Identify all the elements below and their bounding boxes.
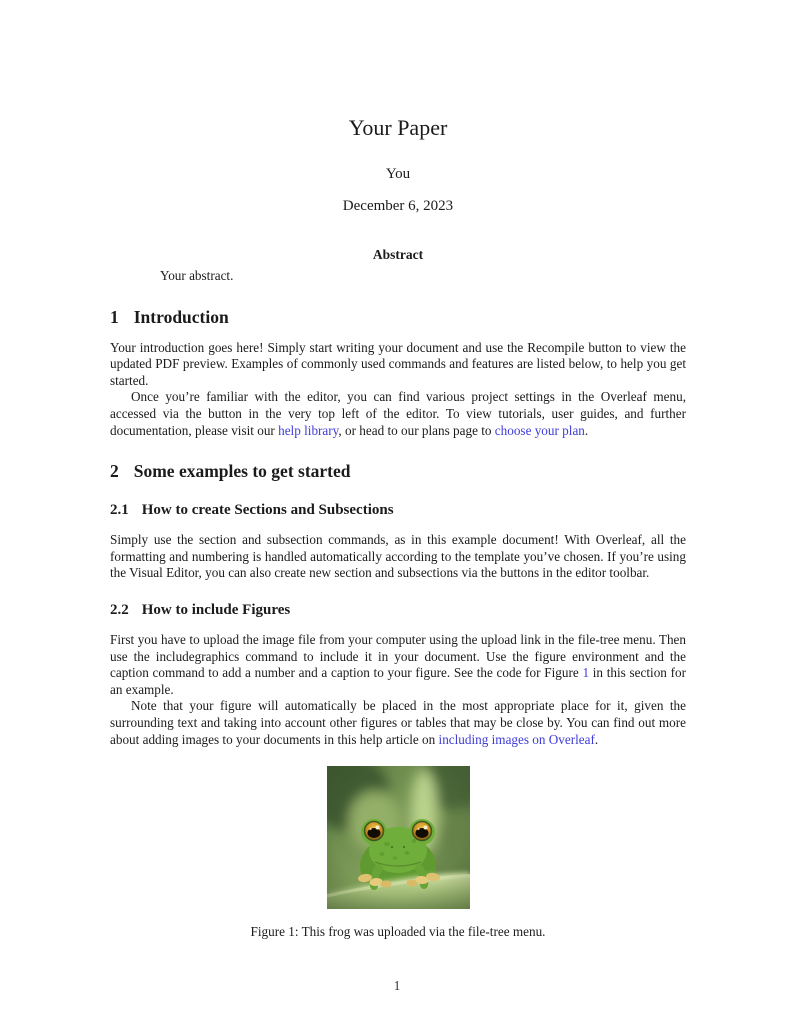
figure-1-reference-link[interactable]: 1 <box>582 665 590 681</box>
paper-date: December 6, 2023 <box>342 198 454 214</box>
intro-paragraph-1: Your introduction goes here! Simply start writing your document and use the Recompile button to view the updated PDF preview. Examples of commonly used commands and features are listed below, to help you get started. <box>110 339 686 388</box>
paper-author: You <box>385 166 411 182</box>
subsection-2-2-title: How to include Figures <box>141 601 291 618</box>
section-2-heading <box>110 460 686 482</box>
section-1-heading <box>110 306 686 328</box>
abstract-heading: Abstract <box>372 247 424 262</box>
abstract-text: Your abstract. <box>160 268 234 283</box>
text-segment: , or head to our plans page to <box>338 422 495 438</box>
subsection-2-1-paragraph: Simply use the section and subsection commands, as in this example document! With Overleaf, all the formatting and numbering is handled automatically according to the template you’ve chosen. If you’re using the Visual Editor, you can also create new section and subsections via the buttons in the editor toolbar. <box>110 532 686 581</box>
figure-1-caption: Figure 1: This frog was uploaded via the file-tree menu. <box>250 924 546 940</box>
choose-your-plan-link[interactable]: choose your plan <box>494 422 585 438</box>
figures-paragraph-2 <box>110 698 686 748</box>
text-segment: in this section for an example. <box>110 665 686 697</box>
page-number: 1 <box>393 978 401 993</box>
subsection-2-1-heading <box>110 501 686 520</box>
subsection-2-2-heading <box>110 601 686 620</box>
figures-paragraph-1 <box>110 632 686 698</box>
subsection-2-1-number: 2.1 <box>110 502 129 519</box>
section-1-title: Introduction <box>133 306 229 327</box>
subsection-2-2-number: 2.2 <box>110 601 129 618</box>
subsection-2-1-title: How to create Sections and Subsections <box>141 502 394 519</box>
text-segment: . <box>584 422 589 438</box>
text-segment: Once you’re familiar with the editor, you can find various project settings in the Overleaf menu, accessed via the button in the very top left of the editor. To view tutorials, user guides, and further documentation, please visit our <box>110 389 686 438</box>
text-segment: Note that your figure will automatically be placed in the most appropriate place for it, given the surrounding text and taking into account other figures or tables that may be close by. You can find out more about adding images to your documents in this help article on <box>110 698 686 747</box>
figure-1 <box>110 766 686 940</box>
including-images-link[interactable]: including images on Overleaf <box>438 731 595 747</box>
section-2-title: Some examples to get started <box>133 461 351 482</box>
section-2-number: 2 <box>110 461 119 482</box>
section-1-number: 1 <box>110 306 119 327</box>
text-segment: First you have to upload the image file from your computer using the upload link in the file-tree menu. Then use the includegraphics command to include it in your document. Use the figure environment and the caption command to add a number and a caption to your figure. See the code for Figure <box>110 631 686 681</box>
text-segment: . <box>594 731 599 747</box>
intro-paragraph-2 <box>110 389 686 439</box>
help-library-link[interactable]: help library <box>278 422 339 438</box>
frog-image <box>327 766 470 909</box>
paper-title: Your Paper <box>348 115 448 140</box>
